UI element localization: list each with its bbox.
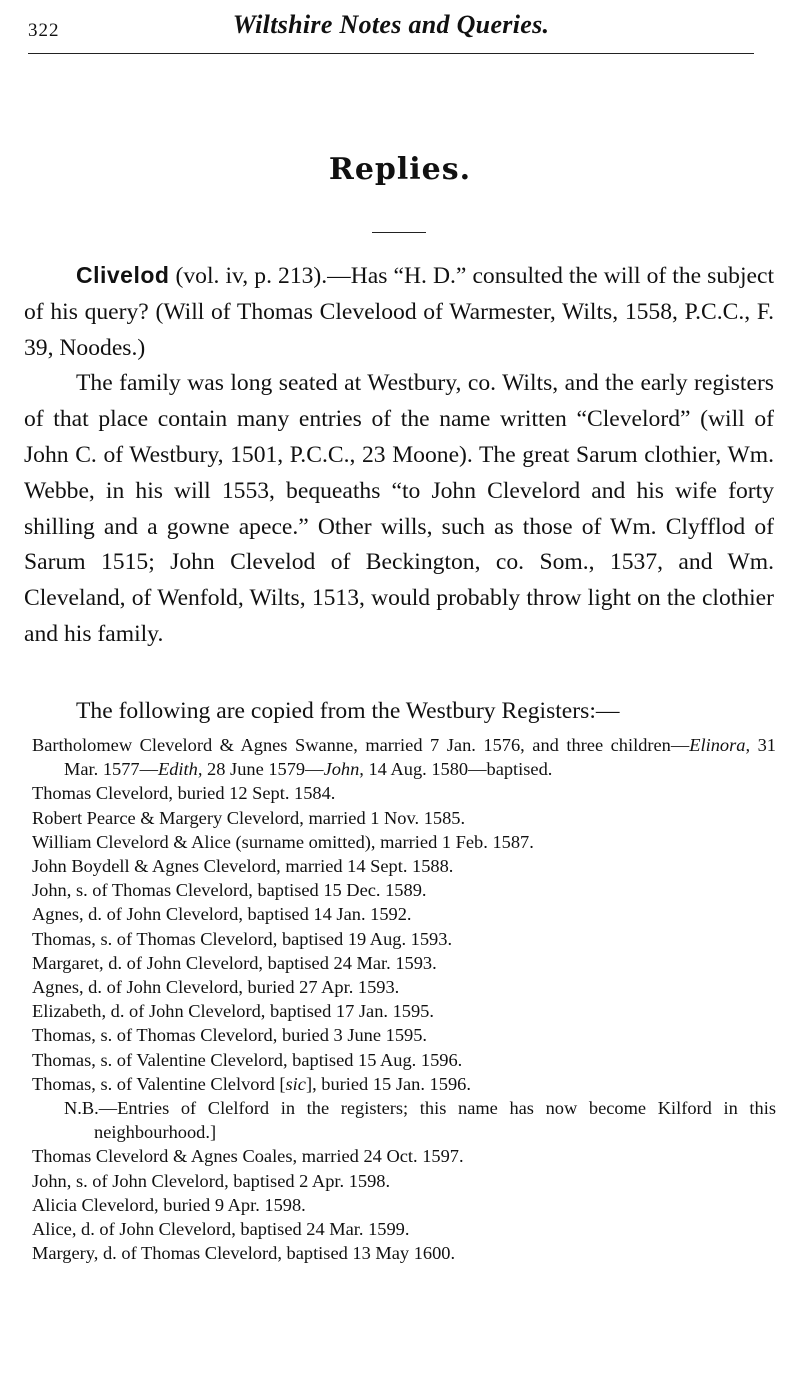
register-entry-first xyxy=(32,733,776,781)
child-name: John, xyxy=(323,759,364,780)
register-entry: Agnes, d. of John Clevelord, baptised 14 Jan. 1592. xyxy=(32,904,412,925)
register-entry: Margaret, d. of John Clevelord, baptised 24 Mar. 1593. xyxy=(32,952,437,973)
section-title: Replies. xyxy=(328,152,472,187)
register-entries xyxy=(32,733,776,1265)
register-entry: Thomas Clevelord & Agnes Coales, married 24 Oct. 1597. xyxy=(32,1146,464,1167)
query-paragraph-2: The family was long seated at Westbury, co. Wilts, and the early registers of that place contain many entries of the name written “Clevelord” (will of John C. of Westbury, 1501, P.C.C., 23 Moone). The great Sarum clothier, Wm. Webbe, in his will 1553, bequeaths “to John Clevelord and his wife forty shilling and a gowne apece.” Other wills, such as those of Wm. Clyfflod of Sarum 1515; John Clevelod of Beckington, co. Som., 1537, and Wm. Cleveland, of Wenfold, Wilts, 1513, would probably throw light on the clothier and his family. xyxy=(24,370,774,647)
register-entry: Alicia Clevelord, buried 9 Apr. 1598. xyxy=(32,1194,306,1215)
query-paragraph-1 xyxy=(24,258,774,366)
register-entry: Margery, d. of Thomas Clevelord, baptised 13 May 1600. xyxy=(32,1243,456,1264)
sic-mark: sic xyxy=(285,1073,306,1094)
header-rule xyxy=(28,53,754,54)
register-entry: John Boydell & Agnes Clevelord, married 14 Sept. 1588. xyxy=(32,856,454,877)
entry-date: 31 Mar. 1577— xyxy=(64,735,776,780)
child-name: Elinora, xyxy=(689,735,751,755)
register-entry: Elizabeth, d. of John Clevelord, baptised 17 Jan. 1595. xyxy=(32,1001,434,1022)
register-entry: Alice, d. of John Clevelord, baptised 24 Mar. 1599. xyxy=(32,1219,410,1240)
title-rule xyxy=(372,232,426,233)
query-paragraph-1-text: (vol. iv, p. 213).—Has “H. D.” consulted the will of the subject of his query? (Will of Thomas Clevelood of Warmester, Wilts, 1558, P.C.C., F. 39, Noodes.) xyxy=(24,263,774,361)
entry-text: ], buried 15 Jan. 1596. xyxy=(305,1073,471,1094)
register-note: N.B.—Entries of Clelford in the registers; this name has now become Kilford in this neighbourhood.] xyxy=(64,1098,776,1143)
entry-date: 28 June 1579— xyxy=(202,759,324,780)
register-entry: Thomas, s. of Thomas Clevelord, baptised 19 Aug. 1593. xyxy=(32,928,453,949)
register-entry: Thomas, s. of Thomas Clevelord, buried 3 June 1595. xyxy=(32,1025,428,1046)
register-entry: Agnes, d. of John Clevelord, buried 27 Apr. 1593. xyxy=(32,977,400,998)
entry-text: Thomas, s. of Valentine Clelvord [ xyxy=(32,1073,286,1094)
register-entry-sic xyxy=(32,1072,776,1096)
register-entry: Robert Pearce & Margery Clevelord, married 1 Nov. 1585. xyxy=(32,807,466,828)
register-entry: John, s. of John Clevelord, baptised 2 Apr. 1598. xyxy=(32,1170,391,1191)
query-body xyxy=(24,258,774,653)
child-name: Edith, xyxy=(158,759,203,780)
register-entry: John, s. of Thomas Clevelord, baptised 15 Dec. 1589. xyxy=(32,880,427,901)
register-entry: William Clevelord & Alice (surname omitted), married 1 Feb. 1587. xyxy=(32,831,534,852)
register-entry: Thomas, s. of Valentine Clevelord, baptised 15 Aug. 1596. xyxy=(32,1049,463,1070)
page-number: 322 xyxy=(28,20,60,41)
running-title: Wiltshire Notes and Queries. xyxy=(232,10,550,39)
register-entry: Thomas Clevelord, buried 12 Sept. 1584. xyxy=(32,783,336,804)
registers-intro: The following are copied from the Westbury Registers:— xyxy=(76,698,620,724)
page-header xyxy=(28,6,754,46)
entry-date: 14 Aug. 1580—baptised. xyxy=(363,759,553,780)
headword: Clivelod xyxy=(76,262,170,288)
entry-lead: Bartholomew Clevelord & Agnes Swanne, married 7 Jan. 1576, and three children— xyxy=(32,735,690,755)
